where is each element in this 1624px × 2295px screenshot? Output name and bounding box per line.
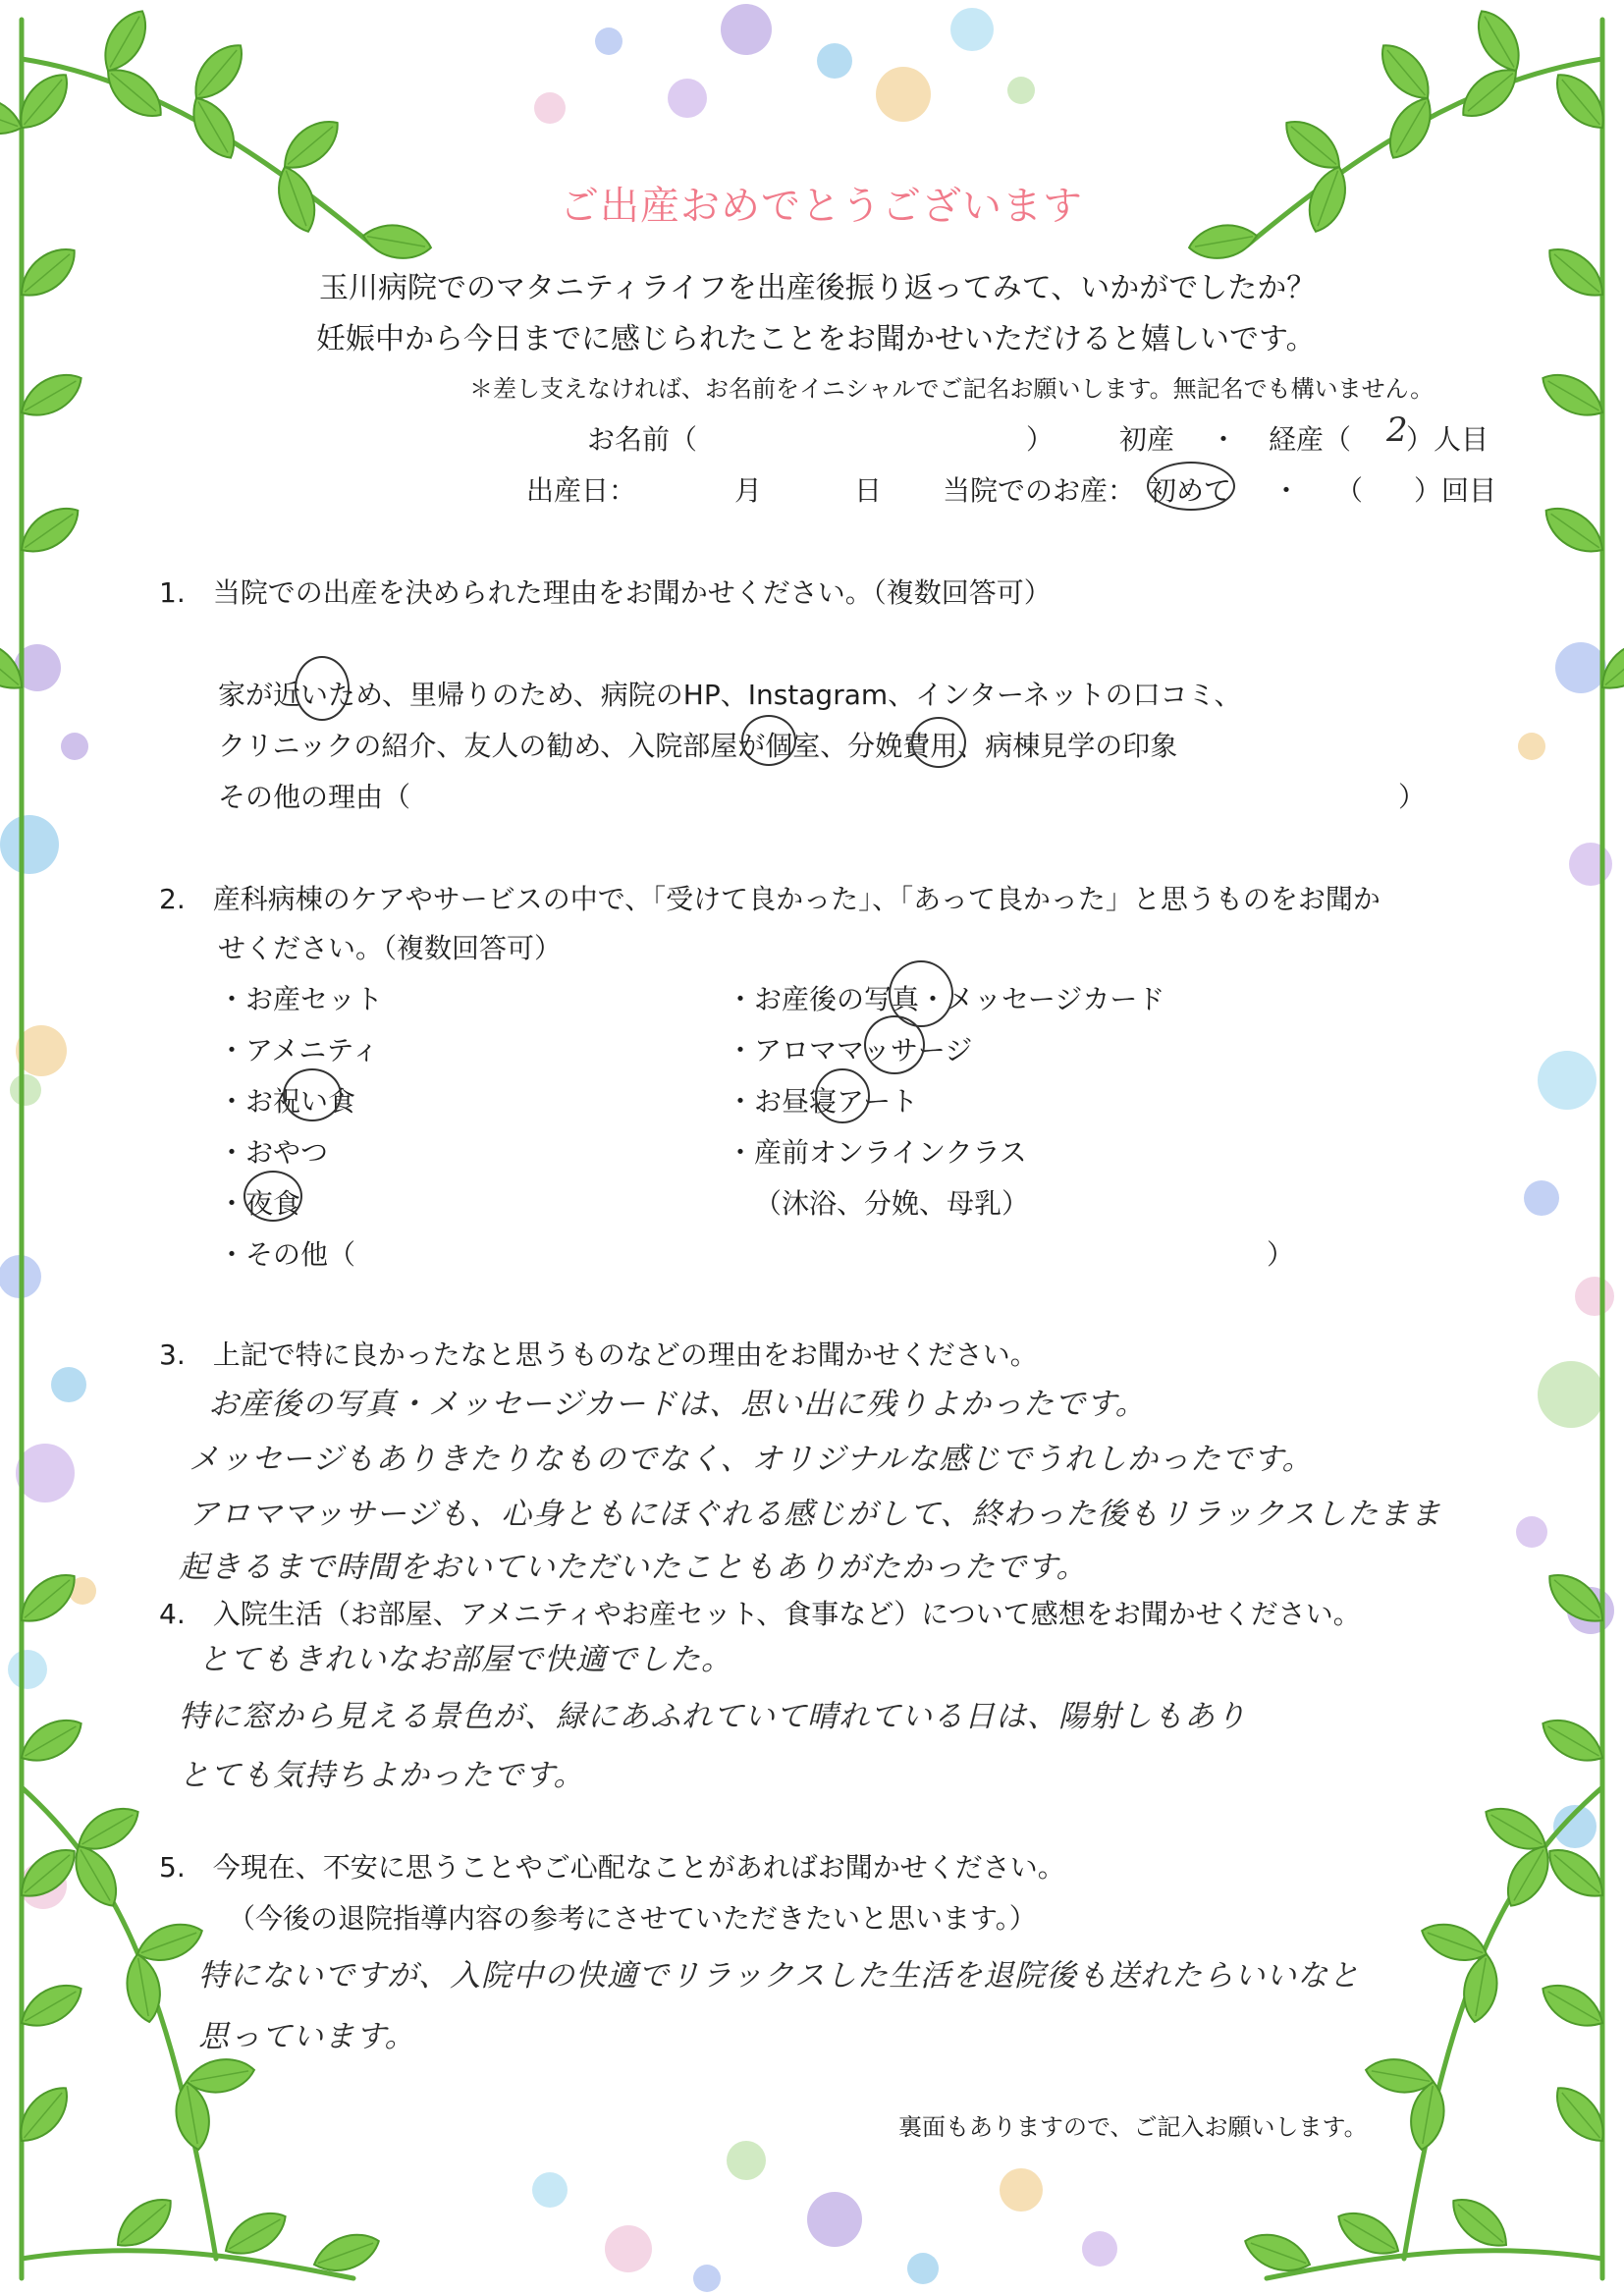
leaf-icon <box>185 35 253 109</box>
intro-line-1: 玉川病院でのマタニティライフを出産後振り返ってみて、いかがでしたか？ <box>319 271 1317 305</box>
q4-answer-line-3: とても気持ちよかったです。 <box>179 1758 585 1793</box>
q4-answer-line-2: 特に窓から見える景色が、緑にあふれていて晴れている日は、陽射しもあり <box>179 1699 1247 1734</box>
multi-birth-suffix: ）人目 <box>1406 423 1489 456</box>
leaf-icon <box>1468 3 1530 79</box>
decorative-dot <box>1575 1277 1614 1316</box>
leaf-icon <box>1186 220 1260 263</box>
q5-sub: （今後の退院指導内容の参考にさせていただきたいと思います。） <box>228 1902 1037 1935</box>
leaf-icon <box>1443 2189 1517 2258</box>
back-side-note: 裏面もありますので、ご記入お願いします。 <box>898 2113 1368 2141</box>
first-time-circle <box>1147 462 1235 511</box>
q2-other-close: ） <box>1267 1238 1295 1271</box>
decorative-dot <box>1518 733 1545 760</box>
q2-circle-nap <box>815 1068 870 1123</box>
decorative-dot <box>876 67 931 122</box>
q2-question-line-2: せください。（複数回答可） <box>218 932 563 964</box>
separator-dot: ・ <box>1210 423 1238 456</box>
decorative-dot <box>807 2192 862 2247</box>
decorative-dot <box>1538 1051 1597 1110</box>
q2-item-nap-art: ・お昼寝アート <box>727 1085 919 1118</box>
vine-stem <box>22 2251 353 2278</box>
decorative-dot <box>534 92 566 124</box>
vine-stem <box>1267 2251 1602 2278</box>
leaf-icon <box>14 1710 89 1772</box>
leaf-icon <box>360 220 434 263</box>
count-open: （ <box>1335 474 1364 507</box>
decorative-dot <box>1524 1180 1559 1216</box>
q1-circle-near <box>295 656 350 721</box>
q2-question-line-1: 2. 産科病棟のケアやサービスの中で、「受けて良かった」、「あって良かった」と思うものをお聞か <box>159 883 1380 915</box>
q1-options-line-2: クリニックの紹介、友人の勧め、入院部屋が個室、分娩費用、病棟見学の印象 <box>218 730 1178 762</box>
leaf-icon <box>14 1975 89 2037</box>
leaf-icon <box>94 3 156 79</box>
q5-question: 5. 今現在、不安に思うことやご心配なことがあればお聞かせください。 <box>159 1851 1065 1884</box>
decorative-dot <box>817 43 852 79</box>
decorative-dot <box>605 2225 652 2272</box>
decorative-dot <box>1000 2168 1043 2212</box>
first-time-option: 初めて <box>1149 474 1232 507</box>
leaf-icon <box>14 364 89 426</box>
name-close: ） <box>1026 423 1055 456</box>
q1-question: 1. 当院での出産を決められた理由をお聞かせください。（複数回答可） <box>159 576 1052 609</box>
q3-answer-line-4: 起きるまで時間をおいていただいたこともありがたかったです。 <box>179 1550 1088 1585</box>
first-birth-option: 初産 <box>1119 423 1175 456</box>
q4-answer-line-1: とてもきれいなお部屋で快適でした。 <box>198 1642 732 1677</box>
q1-other-close: ） <box>1398 781 1427 813</box>
multi-birth-option: 経産（ <box>1269 423 1352 456</box>
leaf-icon <box>1535 364 1610 426</box>
q2-item-birth-set: ・お産セット <box>218 983 384 1015</box>
name-label: お名前（ <box>587 423 698 456</box>
q2-item-other: ・その他（ <box>218 1238 356 1271</box>
decorative-dot <box>532 2172 568 2208</box>
q2-item-snack: ・おやつ <box>218 1136 329 1169</box>
q2-item-online-class: ・産前オンラインクラス <box>727 1136 1027 1169</box>
q2-item-celebration-meal: ・お祝い食 <box>218 1085 356 1118</box>
q2-circle-aroma <box>864 1015 925 1074</box>
q2-item-amenity: ・アメニティ <box>218 1034 380 1066</box>
intro-line-2: 妊娠中から今日までに感じられたことをお聞かせいただけると嬉しいです。 <box>316 322 1316 356</box>
leaf-icon <box>1535 1975 1610 2037</box>
q2-circle-night <box>244 1171 302 1222</box>
q3-question: 3. 上記で特に良かったなと思うものなどの理由をお聞かせください。 <box>159 1339 1038 1371</box>
decorative-dot <box>1007 77 1035 104</box>
initials-note: ＊差し支えなければ、お名前をイニシャルでご記名お願いします。無記名でも構いません。 <box>469 375 1435 403</box>
leaf-icon <box>1372 35 1440 109</box>
birth-date-label: 出産日： <box>526 474 637 507</box>
page-title: ご出産おめでとうございます <box>560 184 1083 229</box>
leaf-icon <box>183 90 244 166</box>
count-suffix: ）回目 <box>1414 474 1497 507</box>
q1-other-label: その他の理由（ <box>218 781 411 813</box>
decorative-dot <box>950 8 994 51</box>
hospital-birth-label: 当院でのお産： <box>943 474 1136 507</box>
q5-answer-line-2: 思っています。 <box>198 2019 416 2054</box>
decorative-dot <box>595 27 623 55</box>
month-label: 月 <box>734 474 763 507</box>
decorative-dot <box>8 1650 47 1689</box>
decorative-dot <box>721 4 772 55</box>
leaf-icon <box>1535 1710 1610 1772</box>
decorative-dot <box>1538 1361 1604 1428</box>
decorative-dot <box>61 733 88 760</box>
decorative-dot <box>668 79 707 118</box>
decorative-dot <box>16 1444 75 1503</box>
q1-circle-room <box>741 715 796 766</box>
leaf-icon <box>1459 1951 1502 2025</box>
decorative-dot <box>10 1074 41 1106</box>
leaf-icon <box>108 2189 182 2258</box>
decorative-dot <box>1082 2231 1117 2267</box>
decorative-dot <box>693 2265 721 2292</box>
q2-online-class-sub: （沐浴、分娩、母乳） <box>754 1187 1030 1220</box>
decorative-dot <box>727 2141 766 2180</box>
q2-circle-meal <box>283 1068 342 1121</box>
q3-answer-line-1: お産後の写真・メッセージカードは、思い出に残りよかったです。 <box>208 1387 1147 1422</box>
q1-options-line-1: 家が近いため、里帰りのため、病院のHP、Instagram、インターネットの口コミ、 <box>218 679 1242 711</box>
q2-item-photo-card: ・お産後の写真・メッセージカード <box>727 983 1165 1015</box>
q3-answer-line-3: アロママッサージも、心身ともにほぐれる感じがして、終わった後もリラックスしたまま <box>189 1497 1442 1532</box>
separator-dot-2: ・ <box>1272 474 1301 507</box>
decorative-dot <box>1569 843 1612 886</box>
decorative-dot <box>1555 642 1606 693</box>
multi-birth-count: 2 <box>1386 410 1409 450</box>
decorative-dot <box>1516 1516 1547 1548</box>
q2-item-night-meal: ・夜食 <box>218 1187 301 1220</box>
q3-answer-line-2: メッセージもありきたりなものでなく、オリジナルな感じでうれしかったです。 <box>189 1442 1314 1477</box>
q5-answer-line-1: 特にないですが、入院中の快適でリラックスした生活を退院後も送れたらいいなと <box>198 1958 1361 1994</box>
q1-circle-cost <box>911 717 966 768</box>
q2-item-aroma: ・アロママッサージ <box>727 1034 973 1066</box>
decorative-dot <box>0 815 59 874</box>
q4-question: 4. 入院生活（お部屋、アメニティやお産セット、食事など）について感想をお聞かせください。 <box>159 1598 1361 1630</box>
decorative-dot <box>907 2253 939 2284</box>
decorative-dot <box>51 1367 86 1402</box>
day-label: 日 <box>854 474 883 507</box>
leaf-icon <box>1380 90 1441 166</box>
